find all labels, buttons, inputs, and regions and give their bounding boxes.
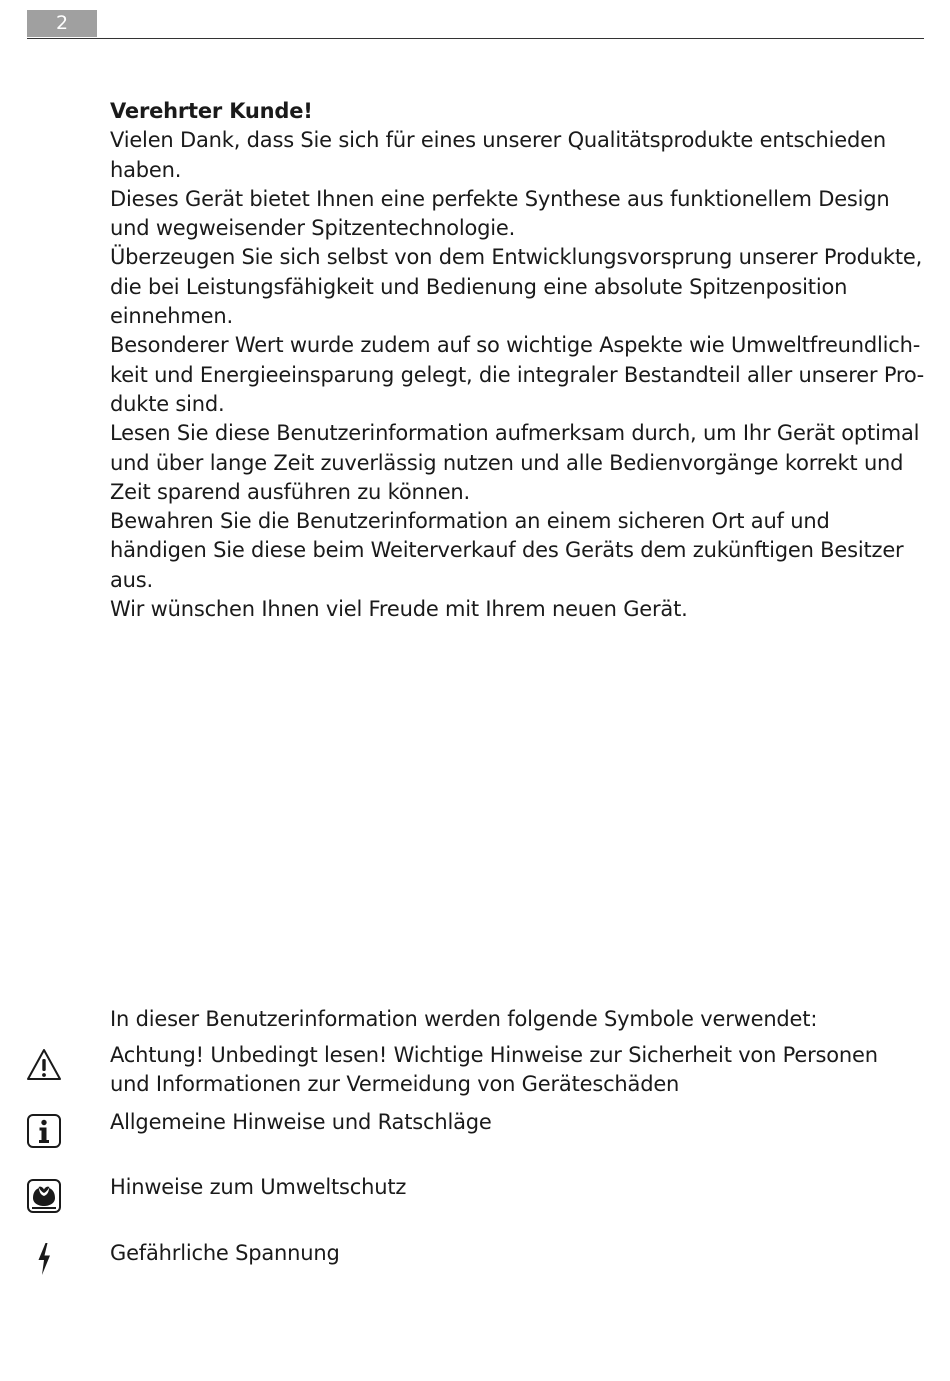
intro-paragraph: Bewahren Sie die Benutzerinformation an einem sicheren Ort auf und händigen Sie diese beim Weiterverkauf des Geräts dem zukünftigen Besitzer aus. bbox=[110, 509, 904, 592]
warning-triangle-icon bbox=[26, 1047, 62, 1083]
intro-paragraph: Lesen Sie diese Benutzerinformation aufmerksam durch, um Ihr Gerät optimal und über lange Zeit zuverlässig nutzen und alle Bedienvorgänge korrekt und Zeit sparend ausführen zu können. bbox=[110, 421, 920, 504]
intro-section bbox=[110, 97, 925, 624]
lightning-bolt-icon bbox=[26, 1241, 62, 1277]
intro-paragraph: Vielen Dank, dass Sie sich für eines unserer Qualitätsprodukte entschieden haben. bbox=[110, 128, 886, 182]
symbol-text: Hinweise zum Umweltschutz bbox=[110, 1175, 407, 1199]
environment-icon bbox=[26, 1178, 62, 1214]
intro-paragraph: Dieses Gerät bietet Ihnen eine perfekte Synthese aus funktionellem Design und wegweisender Spitzentechnologie. bbox=[110, 186, 890, 241]
intro-paragraph: Wir wünschen Ihnen viel Freude mit Ihrem neuen Gerät. bbox=[110, 597, 688, 622]
symbol-text: Achtung! Unbedingt lesen! Wichtige Hinweise zur Sicherheit von Personen und Informationen zur Vermeidung von Geräteschäden bbox=[110, 1043, 878, 1097]
info-icon bbox=[26, 1113, 62, 1149]
symbols-intro: In dieser Benutzerinformation werden folgende Symbole verwendet: bbox=[110, 1007, 818, 1031]
intro-paragraph: Überzeugen Sie sich selbst von dem Entwicklungsvorsprung unserer Produkte, die bei Leistungsfähigkeit und Bedienung eine absolute Spitzenposition einnehmen. bbox=[110, 245, 923, 329]
symbol-text: Gefährliche Spannung bbox=[110, 1241, 340, 1265]
symbol-text: Allgemeine Hinweise und Ratschläge bbox=[110, 1110, 492, 1134]
intro-paragraph: Besonderer Wert wurde zudem auf so wichtige Aspekte wie Umweltfreundlichkeit und Energieeinsparung gelegt, die integraler Bestandteil aller unserer Produkte sind. bbox=[110, 333, 925, 416]
page-number: 2 bbox=[27, 10, 97, 37]
greeting: Verehrter Kunde! bbox=[110, 99, 313, 123]
header-rule bbox=[27, 38, 924, 39]
